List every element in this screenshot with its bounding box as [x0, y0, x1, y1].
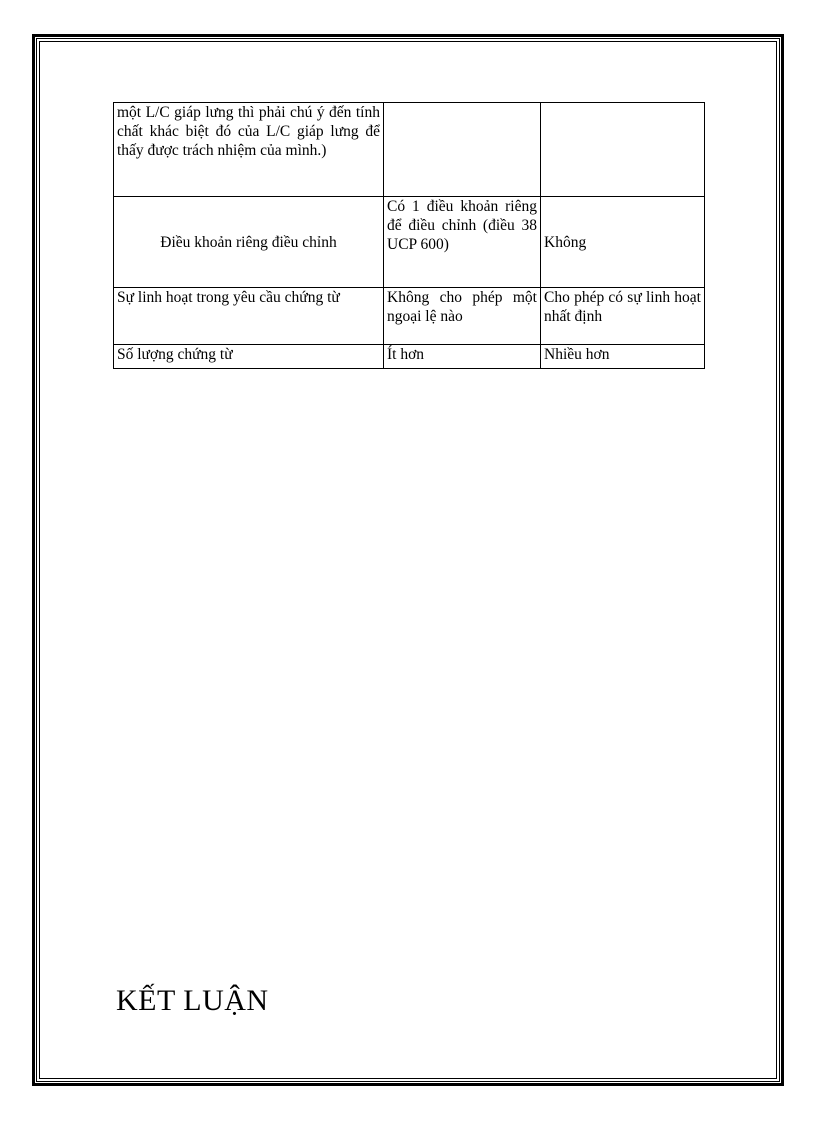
table-row [114, 197, 705, 288]
table-row [114, 288, 705, 345]
table-cell: Không [541, 197, 705, 288]
table-row [114, 103, 705, 197]
table-cell: Ít hơn [384, 345, 541, 369]
table-cell: một L/C giáp lưng thì phải chú ý đến tính chất khác biệt đó của L/C giáp lưng để thấy được trách nhiệm của mình.) [114, 103, 384, 197]
table-cell: Điều khoản riêng điều chỉnh [114, 197, 384, 288]
table-cell [541, 103, 705, 197]
table-row [114, 345, 705, 369]
section-heading: KẾT LUẬN [116, 984, 269, 1017]
table-cell: Nhiều hơn [541, 345, 705, 369]
table-cell: Không cho phép một ngoại lệ nào [384, 288, 541, 345]
table-cell: Có 1 điều khoản riêng để điều chỉnh (điều 38 UCP 600) [384, 197, 541, 288]
table-cell: Sự linh hoạt trong yêu cầu chứng từ [114, 288, 384, 345]
table-cell: Số lượng chứng từ [114, 345, 384, 369]
table-cell: Cho phép có sự linh hoạt nhất định [541, 288, 705, 345]
comparison-table [113, 102, 705, 369]
table-cell [384, 103, 541, 197]
